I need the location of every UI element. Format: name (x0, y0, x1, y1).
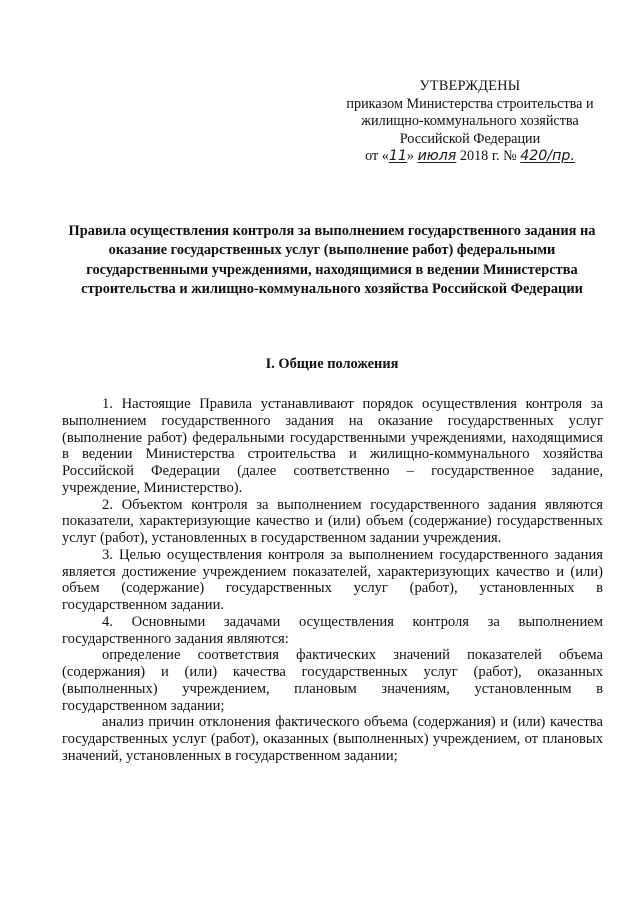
approval-line-1: приказом Министерства строительства и (346, 95, 594, 112)
approval-number: 420/пр. (520, 148, 575, 165)
document-body (62, 396, 603, 765)
approval-day: 11 (388, 148, 407, 165)
section-heading: I. Общие положения (265, 356, 399, 372)
paragraph: 2. Объектом контроля за выполнением государственного задания являются показатели, характеризующие качество и (или) объем (содержание) государственных услуг (работ), установленных в государственном задании учреждения. (62, 496, 603, 546)
document-title: Правила осуществления контроля за выполнением государственного задания на оказание государственных услуг (выполнение работ) федеральными государственными учреждениями, находящимися в ведении Министерства строительства и жилищно-коммунального хозяйства Российской Федерации (68, 223, 596, 298)
paragraph: 4. Основными задачами осуществления контроля за выполнением государственного задания являются: (62, 613, 603, 647)
paragraph: определение соответствия фактических значений показателей объема (содержания) и (или) качества государственных услуг (работ), оказанных (выполненных) учреждением, плановым значениям, установленным в государственном задании; (62, 647, 603, 714)
approval-year: 2018 г. № (456, 148, 521, 165)
approval-month: июля (417, 148, 457, 165)
paragraph: анализ причин отклонения фактического объема (содержания) и (или) качества государственных услуг (работ), оказанных (выполненных) учреждением, от плановых значений, установленных в государственном задании; (62, 714, 603, 764)
date-prefix: от « (365, 148, 389, 165)
approval-stamp (320, 78, 620, 166)
date-mid: » (406, 148, 418, 165)
approval-line-3: Российской Федерации (399, 130, 541, 147)
approval-heading: УТВЕРЖДЕНЫ (419, 78, 521, 94)
paragraph: 3. Целью осуществления контроля за выполнением государственного задания является достижение учреждением показателей, характеризующих качество и (или) объем (содержание) государственных услуг (работ), установленных в государственном задании. (62, 546, 603, 613)
paragraph: 1. Настоящие Правила устанавливают порядок осуществления контроля за выполнением государственного задания на оказание государственных услуг (выполнение работ) федеральными государственными учреждениями, находящимися в ведении Министерства строительства и жилищно-коммунального хозяйства Российской Федерации (далее соответственно – государственное задание, учреждение, Министерство). (62, 396, 603, 496)
approval-line-2: жилищно-коммунального хозяйства (361, 113, 579, 130)
approval-date-line (320, 148, 620, 166)
